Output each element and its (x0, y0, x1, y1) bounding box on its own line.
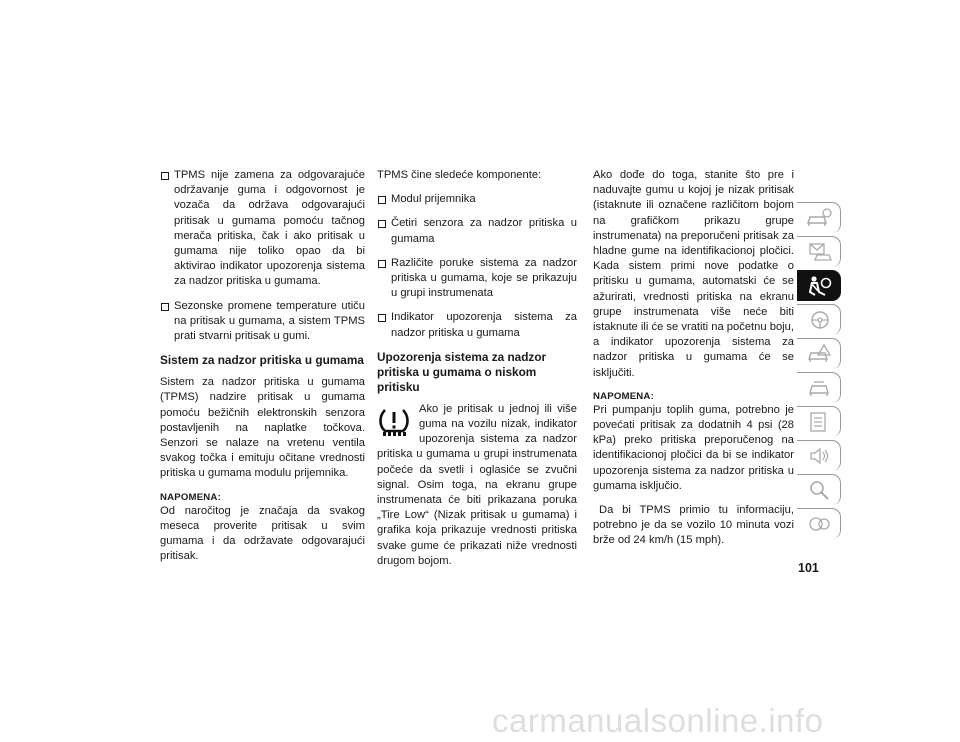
paragraph-low-pressure: Ako je pritisak u jednoj ili više guma na vozilu nizak, indikator upozorenja sistema za nadzor pritiska u gumama u grupi instrumenata počeće da svetli i oglasiće se zvučni signal. Osim toga, na ekranu grupe instrumenata će biti prikazana poruka „Tire Low“ (Nizak pritisak u gumama) i grafika koja prikazuje vrednosti pritiska svake gume će prikazati niže vrednosti drugom bojom. (377, 402, 577, 567)
tab-language[interactable] (797, 508, 841, 539)
low-pressure-block (377, 402, 577, 569)
component-item: Četiri senzora za nadzor pritiska u gumama (377, 216, 577, 246)
envelope-car-icon (805, 240, 833, 264)
note-text: Pri pumpanju toplih guma, potrebno je povećati pritisak za dodatnih 4 psi (28 kPa) preko pritiska preporučenog na identifikacionoj pločici da bi se indikator upozorenja sistema za nadzor pritiska u gumama isključio. (593, 403, 794, 492)
section-heading-tpms: Sistem za nadzor pritiska u gumama (160, 353, 364, 368)
tpms-warning-icon (377, 404, 411, 438)
magnifier-icon (805, 478, 833, 502)
column-middle (377, 168, 577, 569)
page-number: 101 (798, 561, 819, 575)
bullet-seasonal-temperature: Sezonske promene temperature utiču na pritisak u gumama, a sistem TPMS prati stvarni pritisak u gumi. (160, 299, 365, 345)
tab-car-warning[interactable] (797, 338, 841, 369)
paragraph-tpms-description: Sistem za nadzor pritiska u gumama (TPMS) nadzire pritisak u gumama pomoću bežičnih elektronskih senzora postavljenih na naplatke točkova. Senzori se nalaze na vretenu ventila svakog točka i emituju očitane vrednosti pritiska u gumama modulu prijemnika. (160, 376, 365, 480)
tab-car-gauge[interactable] (797, 202, 841, 233)
paragraph-drive-requirement: Da bi TPMS primio tu informaciju, potrebno je da se vozilo 10 minuta vozi brže od 24 km/h (15 mph). (593, 504, 794, 547)
car-service-icon (805, 376, 833, 400)
note-text: Od naročitog je značaja da svakog meseca proverite pritisak u svim gumama i da održavate odgovarajući pritisak. (160, 504, 365, 563)
tab-speaker[interactable] (797, 440, 841, 471)
car-gauge-icon (805, 206, 833, 230)
tab-seatbelt-airbag[interactable] (797, 270, 841, 301)
car-warning-icon (805, 342, 833, 366)
component-item: Različite poruke sistema za nadzor pritiska u gumama, koje se prikazuju u grupi instrumenata (377, 256, 577, 302)
note-label: NAPOMENA: (160, 491, 221, 503)
section-heading-low-pressure: Upozorenja sistema za nadzor pritiska u gumama o niskom pritisku (377, 349, 547, 394)
speaker-icon (805, 444, 833, 468)
watermark-text: carmanualsonline.info (492, 702, 824, 739)
chapter-tabs (797, 202, 841, 542)
steering-wheel-icon (805, 308, 833, 332)
paragraph-inflate-instructions: Ako dođe do toga, stanite što pre i naduvajte gumu u kojoj je nizak pritisak (istaknute ili označene različitom bojom na grafičkom prikazu grupe instrumenata) na preporučeni pritisak za hladne gume na identifikacionoj pločici. Kada sistem primi nove podatke o pritisku u gumama, automatski će se ažurirati, vrednosti pritiska na ekranu grupe instrumenata više neće biti istaknute ili će se vratiti na početnu boju, a indikator upozorenja sistema za nadzor pritiska u gumama će se isključiti. (593, 169, 794, 379)
component-item: Indikator upozorenja sistema za nadzor pritiska u gumama (377, 310, 577, 340)
components-intro: TPMS čine sledeće komponente: (377, 169, 542, 181)
seatbelt-airbag-icon (805, 274, 833, 298)
column-left (160, 168, 365, 573)
tab-envelope-car[interactable] (797, 236, 841, 267)
component-item: Modul prijemnika (377, 192, 577, 207)
bullet-tpms-not-substitute: TPMS nije zamena za odgovarajuće održavanje guma i odgovornost je vozača da održava odgovarajući pritisak u gumama pomoću tačnog merača pritiska, čak i ako pritisak u gumama nije toliko opao da bi aktivirao indikator upozorenja sistema za nadzor pritiska u gumama. (160, 168, 365, 290)
language-icon (805, 512, 833, 536)
tab-checklist[interactable] (797, 406, 841, 437)
checklist-icon (805, 410, 833, 434)
tab-magnifier[interactable] (797, 474, 841, 505)
tab-car-service[interactable] (797, 372, 841, 403)
column-right (593, 168, 794, 558)
tab-steering-wheel[interactable] (797, 304, 841, 335)
note-label: NAPOMENA: (593, 390, 654, 402)
